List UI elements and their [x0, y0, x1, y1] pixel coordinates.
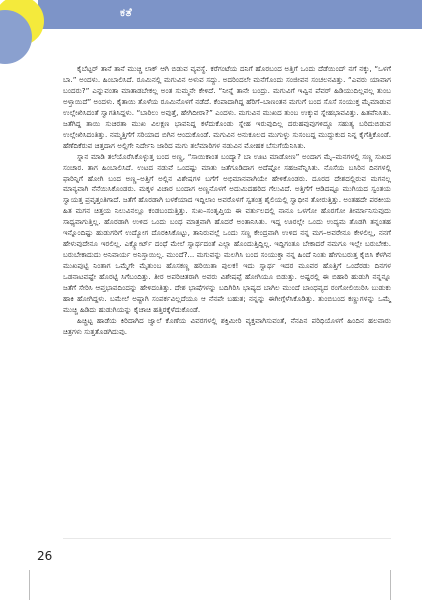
page-number: 26 [37, 549, 53, 563]
header-bar [38, 0, 422, 29]
body-text [63, 64, 391, 338]
running-header-title: ಕತೆ [120, 6, 133, 19]
crop-mark-left [29, 570, 30, 600]
paragraph-2: ಸ್ನಾನ ಮಾಡಿ ತಲೆಯೊರೆಸಿಕೊಳ್ಳುತ್ತ ಬಂದ ಅಣ್ಣ, “ಸಾಯಿಕಾಂತ ಬಂದ್ಯಾ? ಬಾ ಊಟ ಮಾಡೋಣ” ಅಂದಾಗ ಮೈ–ಮನಗಳಲ್ಲಿ ಸಣ್ಣ ಸುಖದ ಸಂಚಾರ. ತಾಗ ಹಿಂಬಾಲಿಸಿದೆ. ಉಟದ ನಡುವೆ ಒಂದಷ್ಟು ಮಾತು ಜತೆಗೂಡಿದಾಗ ಅದೆಷ್ಟೋ ಸಹಜವೆನ್ನಿಸಿತು. ನೊಸೆಯ ಬಸಿರಿನ ದಿನಗಳಲ್ಲಿ ಫಾರಿನ್ನಿಗೆ ಹೋಗಿ ಬಂದ ಅಣ್ಣ–ಅತ್ತಿಗೆ ಅಲ್ಲಿನ ವಿಶೇಷಗಳ ಬಗೆಗೆ ಅಭಿಮಾನವಾಗಿಯೇ ಹೇಳಿಕೊಂಡರು. ದೂರದ ದೇಶದಲ್ಲಿರುವ ಮಗನಲ್ಲ ಮಾನ್ಯವಾಗಿ ನೆನೆಯಿಸಿಕೊಂಡರು. ಮಕ್ಕಳ ವಿಚಾರ ಬಂದಾಗ ಅಣ್ಣನೊಳಗೆ ಅದುಮಿದಹರಿದ ಗೆಲುವಿದೆ. ಅತ್ತಿಗೆಗೆ ಆಡಿದಷ್ಟೂ ಮುಗಿಯದ ಸ್ವಂತಯ ಸ್ವಾಯತ್ತ ಪ್ರವೃತ್ತಂತಿಗಾದೆ. ಜತೆಗೆ ಹೊರಡಾಗಿ ಬಳಕೆಯಾದ ಇದ್ದಿಲಾಂ ಅವರೊಳಗೆ ಸ್ವತಂತ್ರ ಶೈಲಿಯಲ್ಲಿ ಸ್ವಾಧೀನ ತೋರುತ್ತಿತ್ತು. ಅಂತಹದೇ ಪರಕೀಯ ಹಿತ ಮಗನ ಚಿತ್ತಯ ನಿಲುವಿನಲ್ಲೂ ಕಂಡಬಂದುತ್ತಿತ್ತು. ಸುಖ–ಸಂತೃಪ್ತಿಯ ಈ ವರ್ತುಲದಲ್ಲಿ ನಾನೂ ಒಳಗೋ ಹೊರಗೋ ತೀರ್ಮಾನಿಸುವುದು ಸಾಧ್ಯವಾಗುತ್ತಿಲ್ಲ. ಹೊರಡಾಗಿ ಉಳಿದ ಒಂದು ಬಂಧ ಮಾತ್ರವಾಗಿ ಹೊದರೆ ಅಂತಾನಿಸಿತು. ಇದ್ದ ಊರಲ್ಲೇ ಒಂದು ಉದ್ಯಮ ತೊಡಗಿ ತನ್ನಂತಹ ಇನ್ನೊಂದಿಷ್ಟು ಹುಡುಗರಿಗೆ ಉದ್ಯೋಗ ದೊರಕಿಸಿಕೊಟ್ಟು, ತಾನಿರುವಲ್ಲೆ ಒಂದು ಸಣ್ಣ ಕೇಂದ್ರವಾಗಿ ಉಳಿದ ನನ್ನ ಮಗ–ಅವರೇನೂ ಕೇಳಲಿಲ್ಲ, ನನಗೆ ಹೇಳುವುದೇನೂ ಇರಲಿಲ್ಲ. ಎಕ್ಸ್ಪೋರ್ಟ್ ದಂಧೆ ಮೇಲೆ ಸ್ವಾರ್ಥದಂತೆ ಎಲ್ಲಾ ಹೊಂದುತ್ತಿದ್ದಿಲ್ಲ. ಇದ್ದಿಗಂತೂ ಬೇಕಾದರೆ ನಮಗೂ ಇಲ್ಲೇ ಬರುಬೇಕು. ಬರುಬೇಕಾದುದು ಅನಿವಾರ್ಯ ಅನಿಸ್ತಾಯಿಲ್ಲ. ಮುಂದೆ?... ಮಗುವನ್ನು ಮಲಗಿಸಿ ಬಂದ ಸಂಯುಕ್ತಾ ನನ್ನ ಹಿಂದೆ ನಿಂತು ಹೇಗುಬರುತ್ತ ಕೈಬಿಸಿ ಕೆಳಗಿನ ಮುಖಪುಟ್ಟಿ ನಿಂತಾಗ ಒಮ್ಮೆಗೇ ಮೈತುಂಬ ಹೊಸಕಣ್ಣ ಹರಿಯಿತಾ ಪುಲಕ! ಇದು ಸ್ವಾರ್ಥ ಇದರ ಮೂವರ ಹೊತ್ತಿಗೆ ಒಂದೆರಡು ದಿನಗಳ ಒಡನಾಟವಷ್ಟೇ ಹೊರಟ್ಟಿ ಸಿಗೆಬಂದಿತ್ತು. ತೀರ ಅಪರಿಚಿತರಾಗಿ ಅವರು ವಿಶೇಷಪ್ಪೆ ಹೋಗಿಯೂ ಬಿಡುತ್ತು. ಅಷ್ಟರಲ್ಲಿ ಈ ಬಿಹಾರಿ ಹುಡುಗಿ ನನ್ನನ್ನೂ ಜತೆಗೆ ಸೇರಿಸಿ ಆಪ್ತಭಾವದಿಂದನ್ನು ಹೇಳಿದಂತಿತ್ತು. ದೇಶ ಭಾಷೆಗಳನ್ನು ಬದಿಗಿರಿಸಿ ಭಾಷ್ಯದ ಬಾಗಿಲ ಮುಂದೆ ಬಾಂಧವ್ಯದ ರಂಗೋಲಿಯಿರಿಸಿ ಬುಡುಕು ಹಾಕಿ ಹೋಗಿದ್ದಳು. ಬಮೇಲೆ ಅಷ್ಟಾಗಿ ಸಂಪರ್ಕವಿಲ್ಲದೆಯೂ ಆ ನೆನಪೇ ಬಹುತ; ನನ್ನನ್ನು ಈಗೀಗ್ಗೆಳೆಸಿಕೊಡಿತ್ತು. ತುಂಬಿಬಂದ ಕಣ್ಣುಗಳನ್ನು ಒಮ್ಮೆ ಮುಚ್ಚಿ ಹಿಡಿದು ಹುಡುಗಿಯನ್ನು ಕೈಚಾಚಿ ಹತ್ತಿರಕ್ಕೆಳೆದುಕೊಂಡೆ. [63, 151, 391, 314]
paragraph-3: ಹಿಚ್ಚಿಟ್ಟ ಹಾಡೆಯ ಕಿರಿದಾಗಿದ ಜ್ವಾಲೆ ಕೊಣೆಯ ವಿವರಗಳಲ್ಲಿ ಶಕ್ತಿಮೀರಿ ವ್ಯಕ್ತವಾಗಿಸುವಂತೆ, ನೆನಪಿನ ಪರಿಧಿಯೊಳಗೆ ಹಿಂದಿನ ಹಲವಾರು ಚಿತ್ರಗಳು ಸುತ್ತತೊಡಗಿದುವು. [63, 315, 391, 336]
paragraph-1: ಕೈಬೆಟ್ಟರ್ ತಾನೆ ತಾನೆ ಮುಚ್ಚಿ ಲಾಕ್ ಆಗಿ ಬಿಡುವ ವ್ಯವಸ್ಥೆ. ಕರೆಗಂಟೆಯ ದನಿಗೆ ಹೊರಬಂದ ಅತ್ತಿಗೆ ಒಂದು ದೆಡೆಯಿಂದ್ ನಗೆ ನಕ್ಕು, “ಒಳಗೆ ಬಾ.” ಅಂದಳು. ಹಿಂಬಾಲಿಸಿದೆ. ರೂಮಿನಲ್ಲಿ ಮಗುವಿನ ಅಳುವ ಸದ್ದು. ಅದರಿಂದಲೇ ಮನೆಗೊಂದು ಸಂಜೀವನ ಸಂಚಲನವಿತ್ತು. “ಎವರು ಯಾವಾಗ ಬಂದರು?” ಎನ್ನುವಂತಾ ಮಾತಾಡಬೇಕಲ್ಲ ಅಂತ ಸುಮ್ಮನೇ ಕೇಳಿದೆ. “ನೀನ್ನೆ ತಾನೇ ಬಂದ್ರು. ಮಗುವಿಗೆ ಇವ್ವಿನ ಪೆವರ್ ಹಿಡಿಯುದಿಲ್ಲವಲ್ಲ ತುಂಬ ಅಳ್ತಾಯಿದೆ” ಅಂದಳು. ಕೈತಾಯಿ ತೊಳೆಯ ರೂಮಿನೊಳಗೆ ನಡೆದೆ. ಕೆಂಪಾದಾಗಿದ್ದ ಹೆರಿಗೆ–ಬಾಣಂತನ ಮಗುಗೆ ಬಂದ ಸೊಸೆ ಸಂಯುಕ್ತ ಮೈಮಾಡುವ ಉಲ್ಲೇಖಿಸಿದಂತೆ ಸ್ವಾಗತಿಸಿದ್ದಳು. “ಬಾರಿಲು ಅವುತ್ತೆ, ಹೇಗಿದೀರಾ?” ಎಂದಳು. ಮಗುವಿನ ಮುಖದ ತುಂಬ ಉಕ್ಕುವ ಸ್ನೇಹಭಾವವಿತ್ತು. ಹಿತವೆನಿಸಿತು. ಜತೆಗಿದ್ದ ತಾಯಿ ಸುಚಿರತಾ ಮುಖ ವಿಲಕ್ಷಣ ಭಾವನಿದ್ದ ಕಳೆದುಕೊಂಡು ಸ್ನೇಹ ಇರುವುದಿಲ್ಲ ದರುಹವುವುಗಳಿದ್ದೂ ಸಹುತ್ಯ ಬರಿದುಬಿಡುವ ಉಲ್ಲೇಖಿಸಿದಂತಿತ್ತು. ನಮ್ಮತ್ತಿಗೆಗೆ ಸರಿಯಾದ ಬಿಗಿನ ಆಂದುಕೊಂಡೆ. ಮಗುವಿನ ಅನುಕೂಲದ ಮುಗುಳ್ಳು ಸುಸಂಬದ್ದ ಮುದ್ದುಕುದ ನಿನ್ನ ಕೈಗೆತ್ತಿಕೊಂಡೆ. ಹೆಣೆದಿಕೆರುವ ಚಿತ್ತದಾಗ ಅಲ್ಲಿಗೇ ನಿರ್ದೇನಿ ಜಾರಿದ ಮಗು ತಲೆಮಾರಿಗಳ ನಡುವಿನ ಮೋಹಕ ಬೆಸುಗೆಯೆನಿಸಿತು. [63, 64, 391, 150]
crop-mark-right [390, 570, 391, 600]
bottom-rule [63, 538, 391, 539]
